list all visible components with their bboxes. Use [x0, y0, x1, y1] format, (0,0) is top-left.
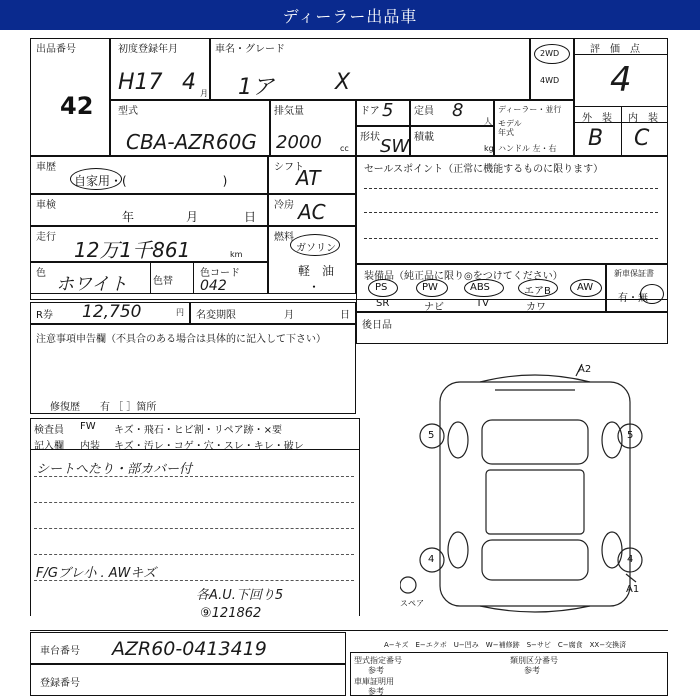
- color-div: [150, 262, 151, 294]
- reg-month-unit: 月: [200, 89, 208, 98]
- drive-2wd: 2WD: [540, 49, 560, 58]
- inspection-box: [30, 194, 268, 226]
- mileage-value: 12万1千861: [74, 238, 191, 262]
- shift-value: AT: [296, 166, 321, 190]
- seats-label: 定員: [414, 106, 434, 117]
- car-grade: X: [335, 70, 351, 95]
- car-rear: [480, 606, 590, 612]
- color-code-label: 色コード: [200, 268, 240, 279]
- hw-note3: 各A.U.下回り5: [196, 588, 284, 603]
- lot-label: 出品番号: [36, 44, 76, 55]
- shift-label: シフト: [274, 162, 304, 173]
- history-value: 自家用・( ): [74, 174, 228, 188]
- namechange-day: 日: [340, 310, 350, 321]
- regnum-label: 登録番号: [40, 678, 80, 689]
- fuel-dot: ・: [308, 280, 321, 294]
- notes-label: 注意事項申告欄（不具合のある場合は具体的に記入して下さい）: [36, 334, 326, 345]
- insp-items1: キズ・飛石・ヒビ割・リペア跡・×要: [114, 425, 282, 436]
- equip-airbag: エアB: [524, 286, 551, 297]
- wheel-rl: [448, 532, 468, 568]
- equip-sr: SR: [376, 298, 390, 309]
- car-front: [480, 375, 590, 382]
- spec-l1: 型式指定番号: [354, 656, 402, 665]
- history-label: 車歴: [36, 162, 56, 173]
- equip-label: 装備品（純正品に限り◎をつけてください）: [364, 271, 563, 282]
- spec-l3: 車庫証明用: [354, 677, 394, 686]
- mileage-unit: km: [230, 250, 243, 259]
- color-value: ホワイト: [56, 274, 128, 295]
- hw-line2: [34, 502, 354, 503]
- wheel-fl: [448, 422, 468, 458]
- sales-line3: [364, 238, 658, 239]
- color-label: 色: [36, 268, 46, 279]
- hw-note2: F/Gブレ小 . AWキズ: [36, 566, 157, 581]
- recycle-label: 新車保証書: [614, 269, 654, 278]
- equip-abs: ABS: [470, 282, 490, 293]
- diagram-4-right: 4: [627, 554, 634, 565]
- spec-l2: 類別区分番号: [510, 656, 558, 665]
- ac-label: 冷房: [274, 200, 294, 211]
- dealer-model: モデル: [498, 119, 522, 128]
- fuel-gas: ガソリン: [296, 243, 336, 254]
- hw-note1: シートへたり・部カバー付: [36, 462, 193, 477]
- diagram-a1: A1: [626, 584, 640, 595]
- color-change-label: 色替: [153, 276, 173, 287]
- drive-4wd: 4WD: [540, 76, 560, 85]
- chassis-value: AZR60-0413419: [112, 638, 267, 660]
- rear-label: 後日品: [362, 320, 392, 331]
- mileage-label: 走行: [36, 232, 56, 243]
- namechange-month: 月: [284, 310, 294, 321]
- car-windshield: [482, 420, 588, 464]
- color-div2: [193, 262, 194, 294]
- diagram-5-right: 5: [627, 430, 634, 441]
- fuel-label: 燃料: [274, 232, 294, 243]
- insp-label2: 記入欄: [34, 441, 64, 452]
- legend-text: A−キズ E−エクボ U−凹み W−補修跡 S−サビ C−腐食 XX−交換済: [384, 641, 627, 649]
- int-value: C: [634, 126, 650, 151]
- car-damage-diagram: [400, 360, 670, 620]
- chassis-label: 車台番号: [40, 646, 80, 657]
- shape-value: SW: [380, 136, 410, 157]
- page-title: ディーラー出品車: [282, 6, 418, 26]
- int-label: 内 装: [628, 113, 658, 124]
- score-label: 評 価 点: [590, 44, 640, 55]
- equip-aw: AW: [577, 282, 594, 293]
- lot-number: 42: [60, 92, 94, 120]
- equip-pw: PW: [422, 282, 438, 293]
- bottom-top-line: [30, 630, 668, 631]
- hw-line3: [34, 528, 354, 529]
- disp-unit: cc: [340, 144, 349, 153]
- score-value: 4: [610, 60, 632, 100]
- diagram-a2: A2: [578, 364, 592, 375]
- model-label: 型式: [118, 106, 138, 117]
- title-bar: [0, 0, 700, 30]
- repair-label: 修復歴 有 ［ ］箇所: [50, 402, 157, 413]
- spec-l1b: 参考: [368, 666, 384, 675]
- recycle-value: 有・無: [618, 293, 648, 304]
- ac-value: AC: [298, 200, 326, 224]
- fuel-diesel: 軽 油: [298, 264, 335, 278]
- price-value: 12,750: [82, 302, 142, 322]
- insp-label1: 検査員: [34, 425, 64, 436]
- model-value: CBA-AZR60G: [126, 130, 257, 154]
- seats-unit: 人: [484, 117, 492, 126]
- reg-month: 4: [182, 70, 196, 95]
- rear-box: [356, 312, 668, 344]
- dealer-year: 年式: [498, 128, 514, 137]
- score-vdivider: [621, 106, 622, 156]
- score-divider: [574, 54, 668, 55]
- hw-line4: [34, 554, 354, 555]
- wheel-rr: [602, 532, 622, 568]
- shape-label: 形状: [360, 132, 380, 143]
- insp-items2: キズ・汚レ・コゲ・穴・スレ・キレ・破レ: [114, 441, 304, 452]
- equip-ps: PS: [375, 282, 388, 293]
- namechange-label: 名変期限: [196, 310, 236, 321]
- price-unit: 円: [176, 308, 184, 317]
- insp-inner: 内装: [80, 441, 100, 452]
- disp-label: 排気量: [274, 106, 304, 117]
- sales-label: セールスポイント（正常に機能するものに限ります）: [364, 164, 604, 175]
- equip-tv: TV: [476, 298, 489, 309]
- car-roof: [486, 470, 584, 534]
- diagram-spare: スペア: [400, 599, 424, 608]
- inspection-suffix: 日: [244, 210, 257, 224]
- handle-label: ハンドル 左・右: [498, 144, 557, 153]
- hw-note4: ⑨121862: [200, 606, 262, 621]
- car-rear-window: [482, 540, 588, 580]
- load-label: 積載: [414, 132, 434, 143]
- spare-tire: [400, 577, 416, 593]
- insp-fw: FW: [80, 421, 96, 432]
- ext-label: 外 装: [582, 113, 612, 124]
- a1-leader: [626, 574, 636, 582]
- car-body: [440, 382, 630, 606]
- inspection-month: 月: [186, 210, 199, 224]
- sales-line2: [364, 212, 658, 213]
- sales-line1: [364, 188, 658, 189]
- reg-era: H17: [118, 70, 163, 95]
- equip-navi: ナビ: [424, 302, 444, 313]
- doors-label: ドア: [360, 106, 380, 117]
- color-code: 042: [200, 278, 227, 294]
- disp-value: 2000: [276, 132, 322, 153]
- spec-l2b: 参考: [524, 666, 540, 675]
- equip-leather: カワ: [526, 302, 546, 313]
- dealer-label: ディーラー・並行: [498, 105, 562, 114]
- reg-label: 初度登録年月: [118, 44, 178, 55]
- ext-value: B: [588, 126, 604, 151]
- doors-value: 5: [382, 100, 394, 121]
- inspection-label: 車検: [36, 200, 56, 211]
- car-name: 1ア: [238, 75, 274, 100]
- diagram-4-left: 4: [428, 554, 435, 565]
- inspection-year: 年: [122, 210, 135, 224]
- seats-value: 8: [452, 100, 464, 121]
- name-label: 車名・グレード: [215, 44, 285, 55]
- load-unit: kg: [484, 144, 494, 153]
- spec-l3b: 参考: [368, 687, 384, 696]
- diagram-5-left: 5: [428, 430, 435, 441]
- price-label: R券: [36, 310, 53, 321]
